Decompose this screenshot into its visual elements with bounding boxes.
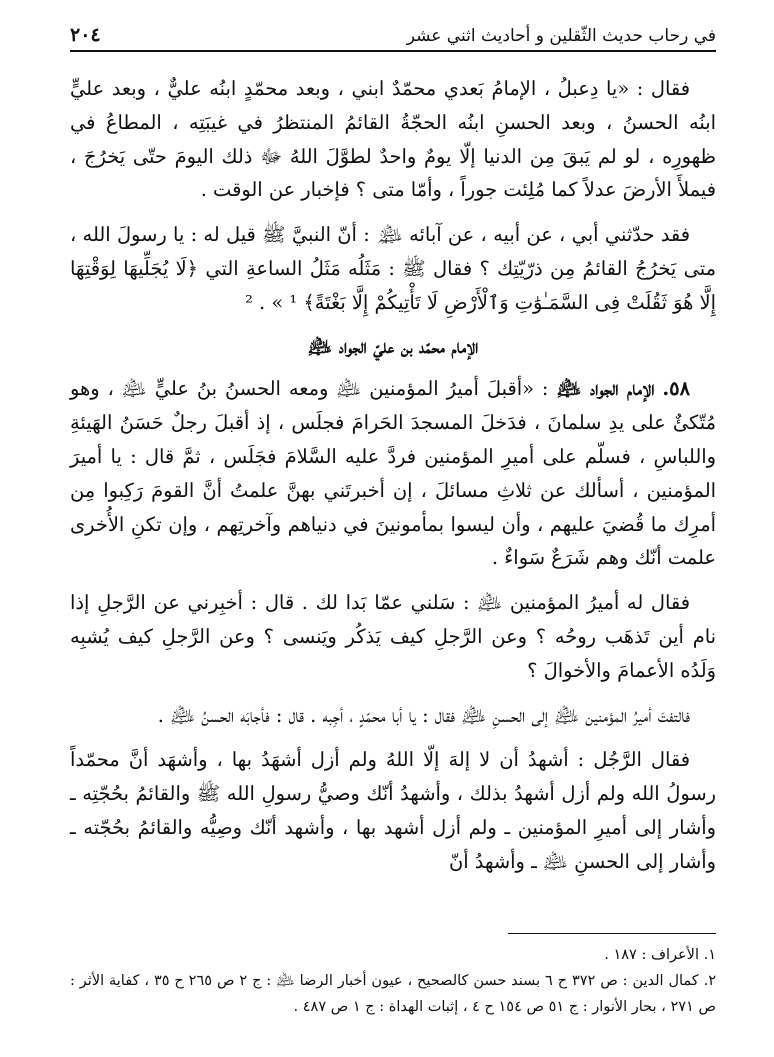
item-number: ٥٨. — [662, 377, 690, 401]
paragraph-6: فقال الرَّجُل : أشهدُ أن لا إلهَ إلّا اللهُ ولم أزل أشهَدُ بها ، وأشهَد أنَّ محمّداً رسولُ الله ولم أزل أشهدُ بذلك ، وأشهدُ أنّك وصيُّ رسولِ الله ﷺ والقائمُ بحُجّتِه ـ وأشار إلى أميرِ المؤمنين ـ ولم أزل أشهد بها ، وأشهد أنّك وصِيُّه والقائمُ بحُجّته ـ وأشار إلى الحسنِ ﵇ ـ وأشهدُ أنّ — [70, 748, 716, 873]
paragraph-3-text: : «أقبلَ أميرُ المؤمنين ﵇ ومعه الحسنُ بنُ عليٍّ ﵇ ، وهو مُتّكئٌ على يدِ سلمانَ ، فدَخلَ المسجدَ الحَرامَ فجلَس ، إذ أقبلَ رجلٌ حَسَنُ الهَيئةِ واللباسِ ، فسلّم على أميرِ المؤمنين فردَّ عليه السَّلامَ فجَلَس ، ثمَّ قال : يا أميرَ المؤمنين ، أسألك عن ثلاثِ مسائلَ ، إن أخبرتَني بهنَّ علمتُ أنَّ القومَ رَكِبوا مِن أمرِك ما قُضيَ عليهم ، وأن ليسوا بمأمونينَ في دنياهم وآخرتِهم ، وإن تكنِ الأُخرى علمت أنّك وهم شَرَعٌ سَواءٌ . — [70, 377, 716, 570]
running-title: في رحاب حديث الثّقلين و أحاديث اثني عشر — [406, 26, 716, 46]
page-number: ٢٠٤ — [70, 24, 101, 46]
main-text — [70, 72, 716, 890]
section-heading: الإمام محمّد بن عليّ الجواد ﵇ — [307, 335, 479, 358]
paragraph-3 — [70, 372, 716, 575]
paragraph-5: فالتفتَ أميرُ المؤمنين ﵇ إلى الحسنِ ﵇ فقال : يا أبا محمّدٍ ، أجِبه . قال : فأجابَه الحسنُ ﵇ . — [157, 703, 690, 727]
footnotes — [70, 942, 716, 1020]
item-lead: الإمام الجواد ﵇ — [556, 377, 655, 401]
footnote-2: ٢. كمال الدين : ص ٣٧٢ ح ٦ بسند حسن كالصحيح ، عيون أخبار الرضا ﵇ : ج ٢ ص ٢٦٥ ح ٣٥ ، كفاية الأثر : ص ٢٧١ ، بحار الأنوار : ج ٥١ ص ١٥٤ ح ٤ ، إثبات الهداة : ج ١ ص ٤٨٧ . — [70, 973, 717, 1015]
page-header — [70, 18, 716, 52]
paragraph-2: فقد حدّثني أبي ، عن أبيه ، عن آبائه ﵈ : أنّ النبيَّ ﷺ قيل له : يا رسولَ الله ، متى يَخرُجُ القائمُ مِن ذرّيّتِك ؟ فقال ﷺ : مَثَلُه مَثَلُ الساعةِ التي ﴿لَا يُجَلِّيهَا لِوَقْتِهَا إِلَّا هُوَ ثَقُلَتْ فِى السَّمَـٰوَٰتِ وَٱلْأَرْضِ لَا تَأْتِيكُمْ إِلَّا بَغْتَةً﴾ ¹ » . ² — [70, 223, 716, 314]
paragraph-1: فقال : «يا دِعبلُ ، الإمامُ بَعدي محمّدٌ ابني ، وبعد محمّدٍ ابنُه عليٌّ ، وبعد عليٍّ ابنُه الحسنُ ، وبعد الحسنِ ابنُه الحجّةُ القائمُ المنتظرُ في غيبَتِه ، المطاعُ في ظهورِه ، لو لم يَبقَ مِن الدنيا إلّا يومٌ واحدٌ لطوَّلَ اللهُ ﷻ ذلك اليومَ حتّى يَخرُجَ ، فيملأَ الأرضَ عدلاً كما مُلِئت جوراً ، وأمّا متى ؟ فإخبار عن الوقت . — [70, 77, 716, 202]
footnote-divider — [508, 933, 716, 934]
paragraph-4: فقال له أميرُ المؤمنين ﵇ : سَلني عمّا بَدا لك . قال : أخبِرني عن الرَّجلِ إذا نام أين تَذهَب روحُه ؟ وعن الرَّجلِ كيف يَذكُر ويَنسى ؟ وعن الرَّجلِ كيف يُشبِه وَلَدُه الأعمامَ والأخوالَ ؟ — [70, 591, 716, 682]
footnote-1: ١. الأعراف : ١٨٧ . — [604, 947, 716, 963]
